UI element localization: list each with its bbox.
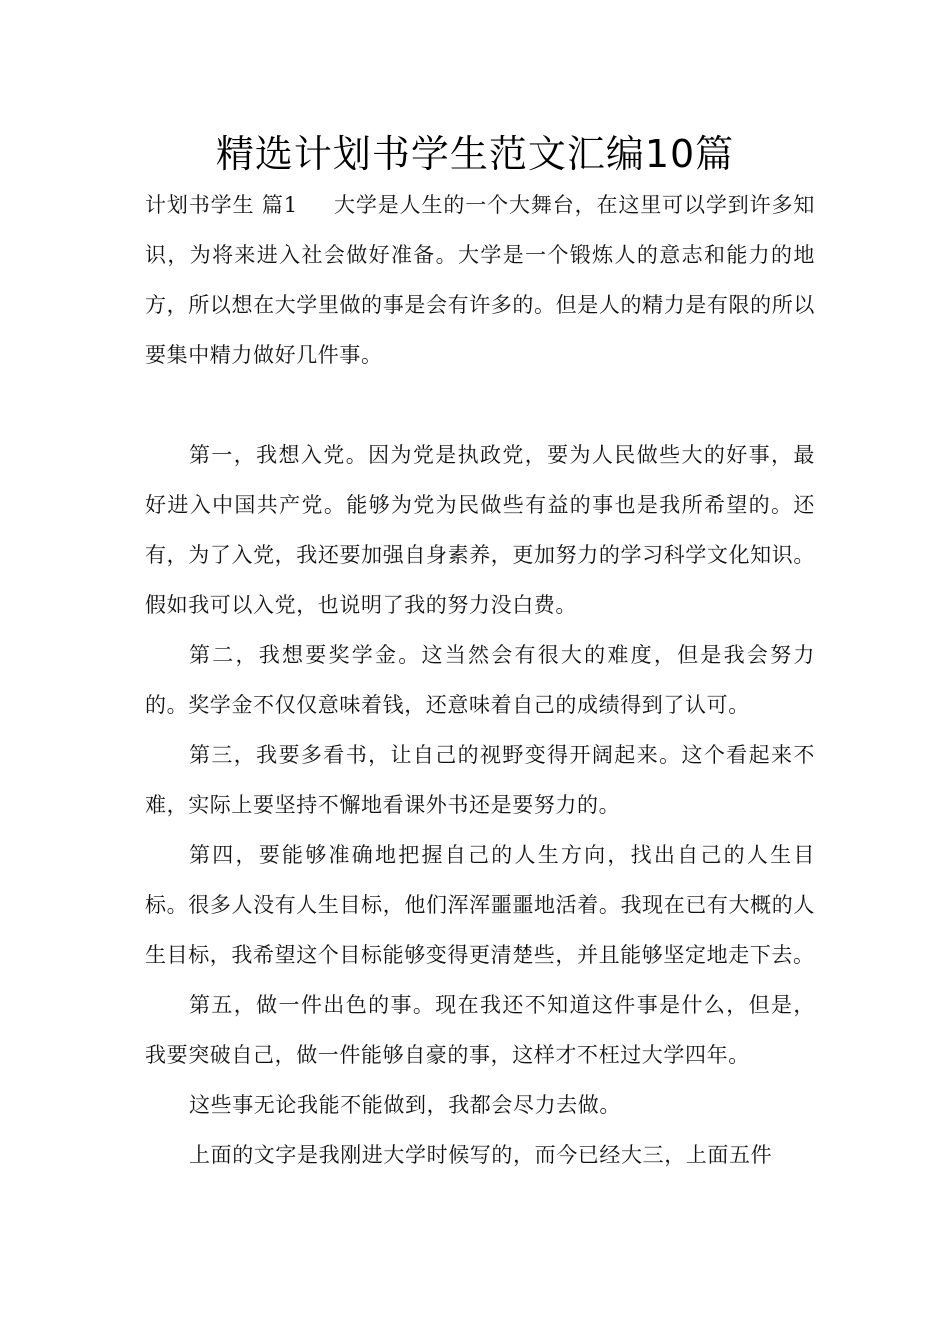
paragraph-5: 第五，做一件出色的事。现在我还不知道这件事是什么，但是，我要突破自己，做一件能够自豪的事，这样才不枉过大学四年。 bbox=[145, 993, 815, 1067]
paragraph-7: 上面的文字是我刚进大学时候写的，而今已经大三，上面五件 bbox=[189, 1143, 773, 1167]
paragraph-6: 这些事无论我能不能做到，我都会尽力去做。 bbox=[189, 1093, 621, 1117]
intro-text: 大学是人生的一个大舞台，在这里可以学到许多知识，为将来进入社会做好准备。大学是一个锻炼人的意志和能力的地方，所以想在大学里做的事是会有许多的。但是人的精力是有限的所以要集中精力做好几件事。 bbox=[145, 193, 815, 367]
paragraph-gap bbox=[145, 380, 815, 430]
paragraph-1: 第一，我想入党。因为党是执政党，要为人民做些大的好事，最好进入中国共产党。能够为党为民做些有益的事也是我所希望的。还有，为了入党，我还要加强自身素养，更加努力的学习科学文化知识。假如我可以入党，也说明了我的努力没白费。 bbox=[145, 443, 815, 617]
paragraph-2: 第二，我想要奖学金。这当然会有很大的难度，但是我会努力的。奖学金不仅仅意味着钱，还意味着自己的成绩得到了认可。 bbox=[145, 643, 815, 717]
paragraph-4: 第四，要能够准确地把握自己的人生方向，找出自己的人生目标。很多人没有人生目标，他们浑浑噩噩地活着。我现在已有大概的人生目标，我希望这个目标能够变得更清楚些，并且能够坚定地走下去。 bbox=[145, 843, 815, 967]
section-label: 计划书学生 篇1 bbox=[145, 193, 298, 217]
document-body bbox=[145, 180, 815, 1180]
paragraph-3: 第三，我要多看书，让自己的视野变得开阔起来。这个看起来不难，实际上要坚持不懈地看课外书还是要努力的。 bbox=[145, 743, 815, 817]
page-title: 精选计划书学生范文汇编10篇 bbox=[215, 132, 735, 176]
intro-paragraph bbox=[145, 180, 815, 380]
